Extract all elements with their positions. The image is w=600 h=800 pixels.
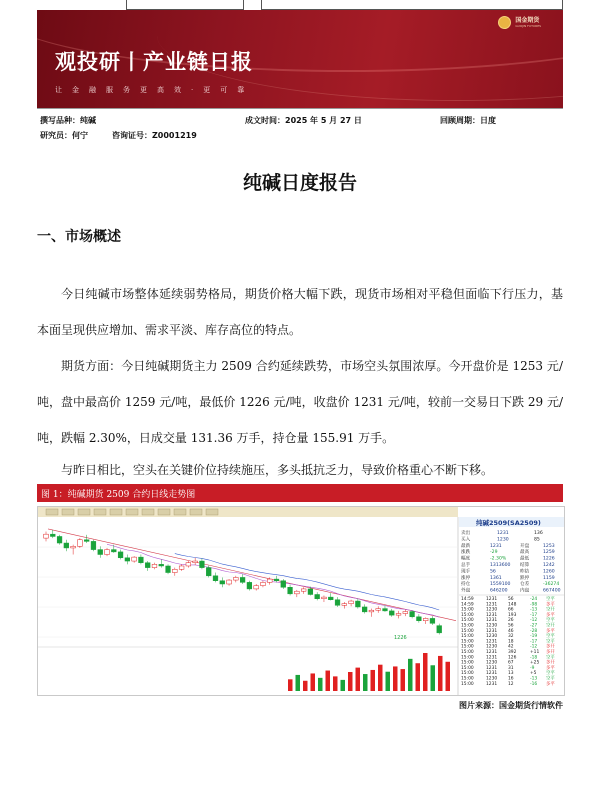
candle [50,534,55,536]
tick-cell: 空平 [546,618,555,624]
candle [139,557,144,563]
tick-cell: 空开 [546,623,555,629]
candle [159,564,164,566]
quote-cell: 最低 [520,556,530,562]
quote-cell: 1259 [543,550,555,556]
tick-cell: 15:00 [461,650,474,655]
candle [288,587,293,594]
tick-cell: 126 [508,655,517,661]
volume-bar [431,665,436,691]
candle [118,552,123,558]
quote-cell: 667400 [543,588,561,594]
quote-cell: 幅度 [461,556,471,562]
tick-cell: 1231 [486,612,498,618]
toolbar-button [158,509,170,515]
candle [111,550,116,552]
toolbar-button [78,509,90,515]
candle [166,566,171,573]
quote-cell: 646200 [490,588,508,594]
tick-cell: -19 [530,634,538,640]
tick-cell: +11 [530,650,540,655]
section-heading: 一、市场概述 [37,229,121,245]
tick-cell: +5 [530,671,537,677]
candle [328,597,333,600]
quote-cell: 外盘 [461,588,471,594]
candle [254,586,259,589]
paragraph-overview: 今日纯碱市场整体延续弱势格局，期货价格大幅下跌，现货市场相对平稳但面临下行压力，基本面呈现供应增加、需求平淡、库存高位的特点。 [37,287,563,337]
candle [152,564,157,567]
tick-cell: 多平 [546,628,555,634]
tick-cell: 多平 [546,602,555,608]
candle [274,579,279,581]
meta-date: 成文时间：2025 年 5 月 27 日 [245,116,362,125]
meta-divider [37,108,563,109]
tick-cell: 148 [508,602,517,608]
volume-bar [348,672,353,691]
quote-cell: 涨跌 [461,550,471,556]
tick-cell: 56 [508,623,514,629]
tick-cell: 1230 [486,607,498,613]
candle [417,617,422,621]
quote-cell: 136 [534,531,543,536]
candle [193,561,198,563]
quote-cell: 结算 [520,563,530,568]
tick-cell: 1231 [486,618,498,624]
toolbar-button [126,509,138,515]
quote-title: 纯碱2509(SA2509) [476,519,541,527]
quote-cell: 1226 [543,556,555,562]
tick-cell: -17 [530,639,538,645]
tick-cell: 多开 [546,644,555,650]
tick-cell: 1231 [486,597,498,602]
tick-cell: 15:00 [461,607,474,613]
chart-screenshot [37,506,565,696]
candle [132,557,137,561]
tick-cell: 15:00 [461,612,474,618]
quote-cell: 1361 [490,575,502,581]
tick-cell: 26 [508,618,514,624]
toolbar-button [142,509,154,515]
volume-bar [408,659,413,691]
meta-researcher: 研究员：何宁 [40,131,88,140]
figure-caption: 图 1：纯碱期货 2509 合约日线走势图 [41,490,196,500]
tick-cell: 15:00 [461,655,474,661]
tick-cell: 18 [508,639,514,645]
candle [179,566,184,569]
tick-cell: 392 [508,650,517,655]
tick-cell: 67 [508,660,514,666]
quote-cell: 最高 [520,550,530,556]
candle [389,611,394,615]
quote-cell: 1231 [497,531,509,536]
candle [376,609,381,611]
candle [281,581,286,588]
tick-cell: 空平 [546,655,555,661]
tick-cell: 多平 [546,681,555,687]
volume-bar [401,669,406,691]
volume-bar [416,663,421,691]
tick-cell: 15:00 [461,618,474,624]
tick-cell: 1231 [486,650,498,655]
tick-cell: 56 [508,597,514,602]
toolbar-button [94,509,106,515]
candle [105,550,110,555]
tick-cell: -16 [530,681,538,687]
candle [410,612,415,617]
candle [335,600,340,606]
tick-cell: +25 [530,660,540,666]
candle [145,563,150,568]
candle [247,582,252,589]
tick-cell: 15:00 [461,639,474,645]
candle [84,540,89,542]
quote-cell: 现手 [461,569,471,575]
tick-cell: 15:00 [461,676,474,682]
tick-cell: 空平 [546,676,555,682]
tick-cell: 31 [508,665,514,671]
tick-cell: 15:00 [461,623,474,629]
toolbar-button [174,509,186,515]
tick-cell: 1231 [486,628,498,634]
candle [233,577,238,580]
candle [78,540,83,547]
volume-bar [318,678,323,691]
candle [308,589,313,595]
tick-cell: 1231 [486,639,498,645]
company-logo [498,16,541,29]
tick-cell: -17 [530,612,538,618]
tick-cell: -13 [530,676,538,682]
volume-bar [446,662,451,691]
tick-cell: 1230 [486,676,498,682]
tick-cell: 1230 [486,644,498,650]
tick-cell: -18 [530,655,538,661]
tick-cell: 14:59 [461,602,474,608]
tick-cell: 15:00 [461,660,474,666]
meta-variety: 撰写品种：纯碱 [40,116,96,125]
quote-cell: 买入 [461,537,471,543]
candle [44,534,49,538]
tick-cell: 46 [508,628,514,634]
volume-bar [393,666,398,691]
volume-bar [363,674,368,691]
quote-cell: 昨结 [520,569,530,575]
candle [71,546,76,548]
volume-bar [386,672,391,691]
tick-cell: 15:00 [461,628,474,634]
volume-bar [333,676,338,691]
toolbar-button [206,509,218,515]
candlestick-chart [38,507,564,695]
tick-cell: 1230 [486,623,498,629]
tick-cell: -27 [530,623,538,629]
candle [355,601,360,607]
candle [430,618,435,623]
toolbar-button [46,509,58,515]
volume-bar [423,653,428,691]
candle [125,558,130,561]
tick-cell: 多平 [546,612,555,618]
volume-bar [311,673,316,691]
quote-cell: 56 [490,569,496,575]
quote-cell: 总手 [461,563,471,568]
quote-cell: 涨停 [461,575,471,581]
tick-cell: 多平 [546,665,555,671]
quote-cell: 内盘 [520,588,530,594]
volume-bar [438,656,443,691]
tick-cell: -13 [530,607,538,613]
candle [240,577,245,582]
volume-bar [296,675,301,691]
volume-bar [303,681,308,691]
tick-cell: 多开 [546,660,555,666]
volume-bar [288,679,293,691]
candle [267,579,272,582]
candle [369,610,374,612]
quote-cell: -29 [490,550,498,556]
candle [349,601,354,604]
quote-cell: 最新 [461,543,471,549]
tick-cell: 15:00 [461,671,474,677]
tick-cell: 空平 [546,634,555,640]
tick-cell: 14:59 [461,597,474,602]
tick-cell: 193 [508,612,517,618]
banner-slogan: 让金融服务更高效·更可靠 [55,86,255,94]
tick-cell: 空平 [546,639,555,645]
tick-cell: 1231 [486,665,498,671]
candle [213,576,218,581]
quote-cell: 85 [534,537,540,543]
candle [227,580,232,584]
candle [315,594,320,598]
toolbar-buttons [46,509,218,515]
tick-cell: -28 [530,628,538,634]
tick-cell: -24 [530,597,538,602]
candle [64,543,69,548]
tick-cell: 空平 [546,671,555,677]
logo-emblem-icon [498,16,511,29]
quote-cell: 1242 [543,563,555,568]
tick-cell: 1231 [486,681,498,687]
tick-cell: 1231 [486,655,498,661]
candle [172,569,177,572]
document-title: 纯碱日度报告 [242,172,357,194]
toolbar-button [110,509,122,515]
candle [362,607,367,612]
banner-title: 观投研丨产业链日报 [55,50,253,74]
last-price-label: 1226 [394,635,407,641]
tick-cell: -12 [530,644,538,650]
tick-cell: 1231 [486,671,498,677]
tick-cell: -12 [530,618,538,624]
candle [57,536,62,543]
tick-cell: 1230 [486,660,498,666]
tick-cell: 15:00 [461,681,474,687]
tick-cell: 16 [508,676,514,682]
logo-name: 国金期货 [515,17,540,24]
candle [383,609,388,611]
quote-cell: 1260 [543,569,555,575]
volume-bar [356,668,361,691]
quote-cell: 开盘 [520,543,530,549]
volume-bar [378,665,383,691]
candle [301,589,306,591]
quote-cell: 1230 [497,537,509,543]
quote-cell: 1253 [543,543,555,549]
tick-cell: 12 [508,681,514,687]
toolbar-button [190,509,202,515]
meta-license: 咨询证号：Z0001219 [112,131,197,140]
header-box-right [261,0,563,10]
meta-period: 回顾周期：日度 [440,116,496,125]
tick-cell: 66 [508,607,514,613]
tick-cell: -9 [530,665,535,671]
logo-subtitle: GUOJIN FUTURES [515,24,541,28]
quote-cell: 卖出 [461,531,471,536]
volume-bar [371,670,376,691]
volume-bar [326,671,331,691]
tick-cell: 15:00 [461,665,474,671]
candle [396,614,401,616]
candle [423,618,428,620]
quote-cell: 1559100 [490,582,511,588]
quote-cell: -2.30% [490,556,507,562]
quote-cell: 仓差 [520,582,530,588]
candle [186,563,191,566]
candle [220,581,225,584]
paragraph-comparison: 与昨日相比，空头在关键价位持续施压，多头抵抗乏力，导致价格重心不断下移。 [61,463,494,477]
volume-bar [341,680,346,691]
candle [403,612,408,614]
candle [200,561,205,568]
quote-cell: 持仓 [461,582,471,588]
tick-cell: 32 [508,634,514,640]
candle [342,604,347,606]
quote-cell: -36274 [543,582,560,588]
toolbar-button [62,509,74,515]
candle [322,597,327,599]
candle [91,541,96,549]
quote-cell: 1313600 [490,563,511,568]
tick-cell: 15:00 [461,634,474,640]
figure-caption-bar [37,484,563,502]
tick-cell: 42 [508,644,514,650]
candle [294,591,299,594]
tick-cell: 空平 [546,597,555,602]
paragraph-futures: 期货方面：今日纯碱期货主力 2509 合约延续跌势，市场空头氛围浓厚。今开盘价是 1253 元/吨，盘中最高价 1259 元/吨，最低价 1226 元/吨，收盘价 1231 元/吨，较前一交易日下跌 29 元/吨，跌幅 2.30%，日成交量 131.36 万手，持仓量 155.91 万手。 [37,359,563,445]
report-banner [37,10,563,108]
candle [206,568,211,576]
header-box-left [126,0,244,10]
tick-cell: 13 [508,671,514,677]
quote-cell: 跌停 [520,575,530,581]
tick-cell: -98 [530,602,538,608]
tick-cell: 1230 [486,634,498,640]
tick-cell: 空开 [546,607,555,613]
figure-source: 图片来源：国金期货行情软件 [459,701,563,710]
tick-cell: 多开 [546,650,555,655]
quote-cell: 1159 [543,575,555,581]
quote-cell: 1231 [490,543,502,549]
candle [261,582,266,585]
candle [437,626,442,633]
tick-cell: 1231 [486,602,498,608]
candle [98,550,103,555]
tick-cell: 15:00 [461,644,474,650]
